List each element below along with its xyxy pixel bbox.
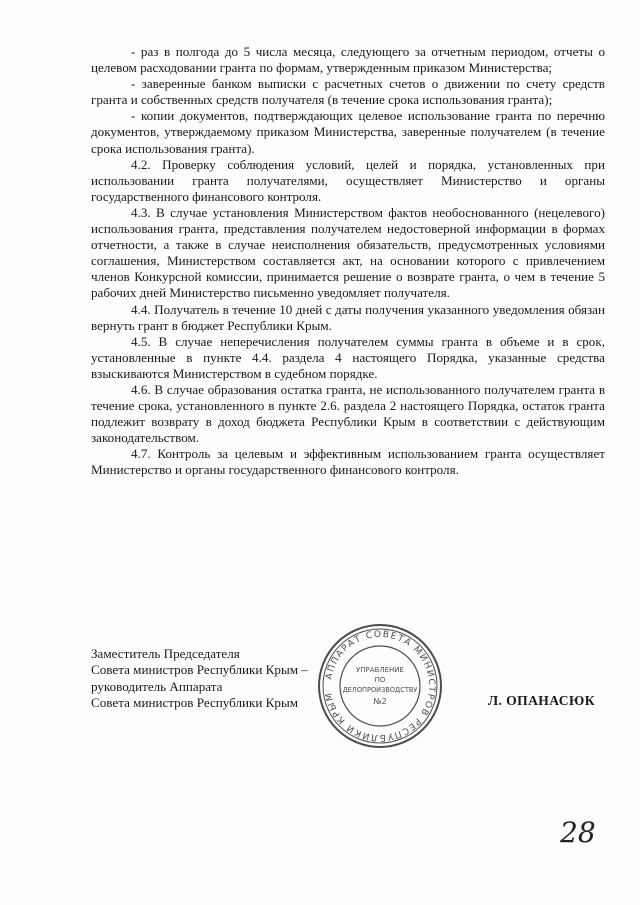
paragraph-document-copies: - копии документов, подтверждающих целевое использование гранта по перечню документов, утверждаемому приказом Министерства, заверенные получателем (в течение срока использования гранта). [91,108,605,156]
signature-block [91,646,511,712]
paragraph-reports: - раз в полгода до 5 числа месяца, следующего за отчетным периодом, отчеты о целевом расходовании гранта по формам, утвержденным приказом Министерства; [91,44,605,76]
stamp-inner-line: УПРАВЛЕНИЕ [356,666,404,674]
signer-name: Л. ОПАНАСЮК [488,693,595,708]
stamp-inner-line: ДЕЛОПРОИЗВОДСТВУ [342,686,418,694]
stamp-inner-line: ПО [374,676,386,684]
signature-title-line: Совета министров Республики Крым – [91,662,308,678]
official-stamp-icon [316,622,444,750]
paragraph-4-3: 4.3. В случае установления Министерством фактов необоснованного (нецелевого) использования гранта, представления получателем недостоверной информации в формах отчетности, а также в случае неисполнения обязательств, предусмотренных условиями соглашения, Министерством составляется акт, на основании которого с привлечением членов Конкурсной комиссии, принимается решение о возврате гранта, о чем в течение 5 рабочих дней Министерство письменно уведомляет получателя. [91,204,605,301]
stamp-inner-line: №2 [373,697,387,706]
paragraph-4-2: 4.2. Проверку соблюдения условий, целей и порядка, установленных при использовании гранта получателями, осуществляет Министерство и органы государственного финансового контроля. [91,156,605,204]
paragraph-4-5: 4.5. В случае неперечисления получателем суммы гранта в объеме и в срок, установленные в пункте 4.4. раздела 4 настоящего Порядка, указанные средства взыскиваются Министерством в судебном порядке. [91,333,605,381]
signature-title-line: Заместитель Председателя [91,646,240,661]
stamp-outer-text: АППАРАТ СОВЕТА МИНИСТРОВ РЕСПУБЛИКИ КРЫМ [324,629,437,743]
document-body [91,44,605,479]
paragraph-4-4: 4.4. Получатель в течение 10 дней с даты получения указанного уведомления обязан вернуть грант в бюджет Республики Крым. [91,301,605,333]
paragraph-4-7: 4.7. Контроль за целевым и эффективным использованием гранта осуществляет Министерство и органы государственного финансового контроля. [91,446,605,478]
signature-title-line: руководитель Аппарата [91,678,223,694]
paragraph-bank-statements: - заверенные банком выписки с расчетных счетов о движении по счету средств гранта и собственных средств получателя (в течение срока использования гранта); [91,76,605,108]
page-number: 28 [560,816,596,849]
signature-title-line: Совета министров Республики Крым [91,695,299,711]
paragraph-4-6: 4.6. В случае образования остатка гранта, не использованного получателем гранта в течение срока, установленного в пункте 2.6. раздела 2 настоящего Порядка, остаток гранта подлежит возврату в доход бюджета Республики Крым в соответствии с действующим законодательством. [91,381,605,446]
